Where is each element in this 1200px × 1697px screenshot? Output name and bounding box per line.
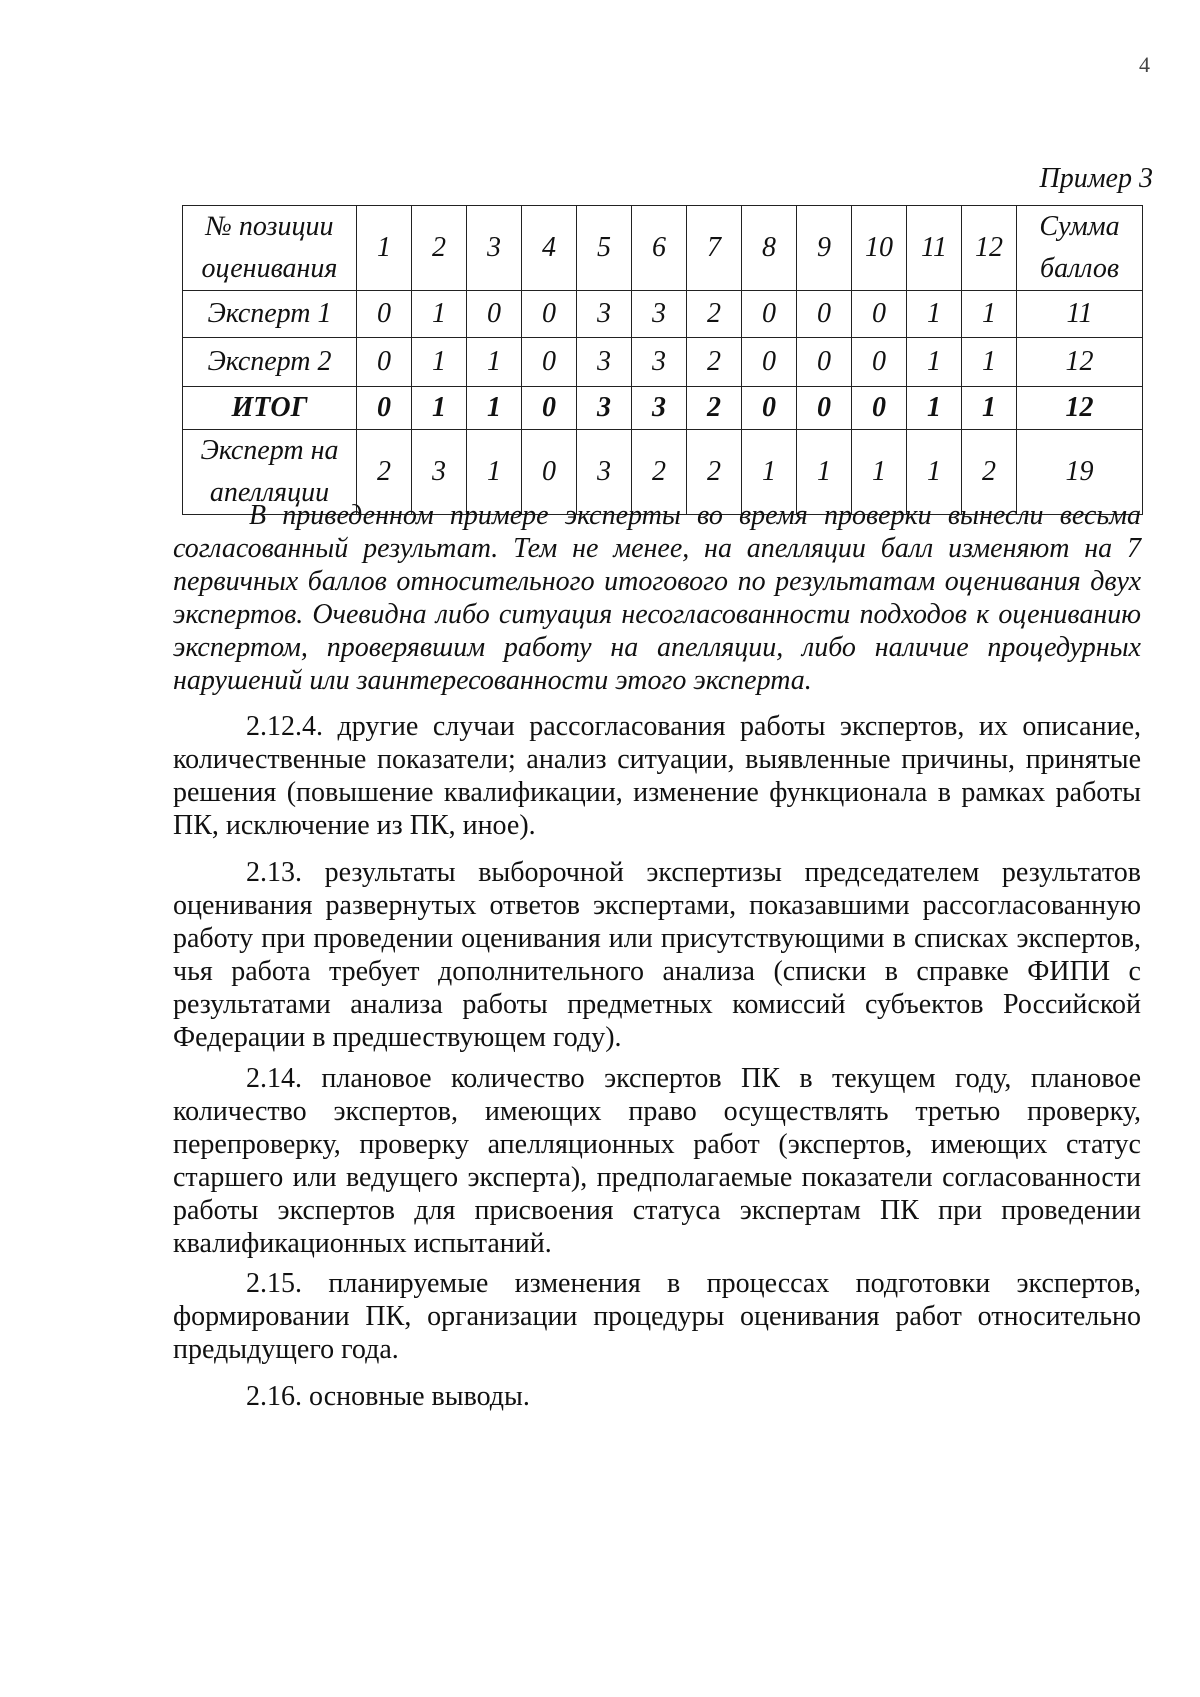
score-cell: 0 [522, 291, 577, 338]
sum-cell: 12 [1017, 387, 1143, 430]
score-cell: 0 [357, 291, 412, 338]
score-cell: 0 [357, 387, 412, 430]
sum-cell: 11 [1017, 291, 1143, 338]
header-position: 1 [357, 206, 412, 291]
header-position: 2 [412, 206, 467, 291]
header-position: 8 [742, 206, 797, 291]
score-cell: 3 [577, 430, 632, 515]
example-label: Пример 3 [1039, 163, 1153, 194]
row-label: Эксперт на апелляции [183, 430, 357, 515]
header-position: 4 [522, 206, 577, 291]
header-position: 9 [797, 206, 852, 291]
header-position: 6 [632, 206, 687, 291]
score-cell: 1 [962, 291, 1017, 338]
score-cell: 3 [632, 387, 687, 430]
score-cell: 1 [852, 430, 907, 515]
score-cell: 1 [742, 430, 797, 515]
score-cell: 3 [577, 387, 632, 430]
score-cell: 2 [687, 338, 742, 387]
score-cell: 2 [687, 430, 742, 515]
score-cell: 0 [852, 338, 907, 387]
paragraph-2-13: 2.13. результаты выборочной экспертизы председателем результатов оценивания развернутых ответов экспертами, показавшими рассогласованную работу при проведении оценивания или присутствующими в списках экспертов, чья работа требует дополнительного анализа (списки в справке ФИПИ с результатами анализа работы предметных комиссий субъектов Российской Федерации в предшествующем году). [173, 857, 1141, 1053]
score-cell: 3 [632, 338, 687, 387]
score-cell: 3 [412, 430, 467, 515]
header-position: 11 [907, 206, 962, 291]
header-position: 12 [962, 206, 1017, 291]
score-cell: 0 [797, 291, 852, 338]
score-cell: 1 [467, 430, 522, 515]
score-cell: 0 [852, 291, 907, 338]
paragraph-2-16: 2.16. основные выводы. [246, 1381, 530, 1412]
row-label: Эксперт 1 [183, 291, 357, 338]
score-cell: 3 [632, 291, 687, 338]
score-cell: 0 [797, 338, 852, 387]
score-cell: 1 [907, 430, 962, 515]
score-cell: 0 [742, 291, 797, 338]
score-cell: 1 [962, 338, 1017, 387]
header-label: № позиции оценивания [183, 206, 357, 291]
score-cell: 3 [577, 338, 632, 387]
score-cell: 1 [467, 387, 522, 430]
score-cell: 0 [522, 338, 577, 387]
score-cell: 1 [412, 338, 467, 387]
score-cell: 1 [907, 291, 962, 338]
score-cell: 1 [962, 387, 1017, 430]
score-cell: 2 [357, 430, 412, 515]
score-cell: 0 [742, 338, 797, 387]
table-row [183, 338, 1143, 387]
score-cell: 1 [907, 338, 962, 387]
score-cell: 1 [412, 387, 467, 430]
score-cell: 2 [687, 291, 742, 338]
paragraph-2-14: 2.14. плановое количество экспертов ПК в текущем году, плановое количество экспертов, имеющих право осуществлять третью проверку, перепроверку, проверку апелляционных работ (экспертов, имеющих статус старшего или ведущего эксперта), предполагаемые показатели согласованности работы экспертов для присвоения статуса экспертам ПК при проведении квалификационных испытаний. [173, 1063, 1141, 1259]
header-position: 7 [687, 206, 742, 291]
score-cell: 0 [357, 338, 412, 387]
score-table [182, 205, 1143, 515]
sum-cell: 19 [1017, 430, 1143, 515]
row-label: Эксперт 2 [183, 338, 357, 387]
paragraph-2-12-4: 2.12.4. другие случаи рассогласования работы экспертов, их описание, количественные показатели; анализ ситуации, выявленные причины, принятые решения (повышение квалификации, изменение функционала в рамках работы ПК, исключение из ПК, иное). [173, 711, 1141, 841]
header-sum: Сумма баллов [1017, 206, 1143, 291]
score-cell: 0 [522, 387, 577, 430]
score-cell: 1 [907, 387, 962, 430]
score-cell: 0 [467, 291, 522, 338]
example-commentary: В приведенном примере эксперты во время проверки вынесли весьма согласованный результат. Тем не менее, на апелляции балл изменяют на 7 первичных баллов относительного итогового по результатам оценивания двух экспертов. Очевидна либо ситуация несогласованности подходов к оцениванию экспертом, проверявшим работу на апелляции, либо наличие процедурных нарушений или заинтересованности этого эксперта. [173, 500, 1141, 696]
sum-cell: 12 [1017, 338, 1143, 387]
score-cell: 2 [687, 387, 742, 430]
row-label: ИТОГ [183, 387, 357, 430]
score-cell: 1 [412, 291, 467, 338]
header-position: 5 [577, 206, 632, 291]
header-position: 3 [467, 206, 522, 291]
paragraph-2-15: 2.15. планируемые изменения в процессах подготовки экспертов, формировании ПК, организации процедуры оценивания работ относительно предыдущего года. [173, 1268, 1141, 1365]
score-cell: 2 [632, 430, 687, 515]
page-number: 4 [1139, 52, 1150, 77]
score-cell: 1 [797, 430, 852, 515]
score-cell: 0 [852, 387, 907, 430]
score-cell: 2 [962, 430, 1017, 515]
score-cell: 0 [742, 387, 797, 430]
table-row-total [183, 387, 1143, 430]
score-cell: 1 [467, 338, 522, 387]
score-cell: 0 [797, 387, 852, 430]
table-row [183, 291, 1143, 338]
score-cell: 0 [522, 430, 577, 515]
table-header-row [183, 206, 1143, 291]
header-position: 10 [852, 206, 907, 291]
score-cell: 3 [577, 291, 632, 338]
